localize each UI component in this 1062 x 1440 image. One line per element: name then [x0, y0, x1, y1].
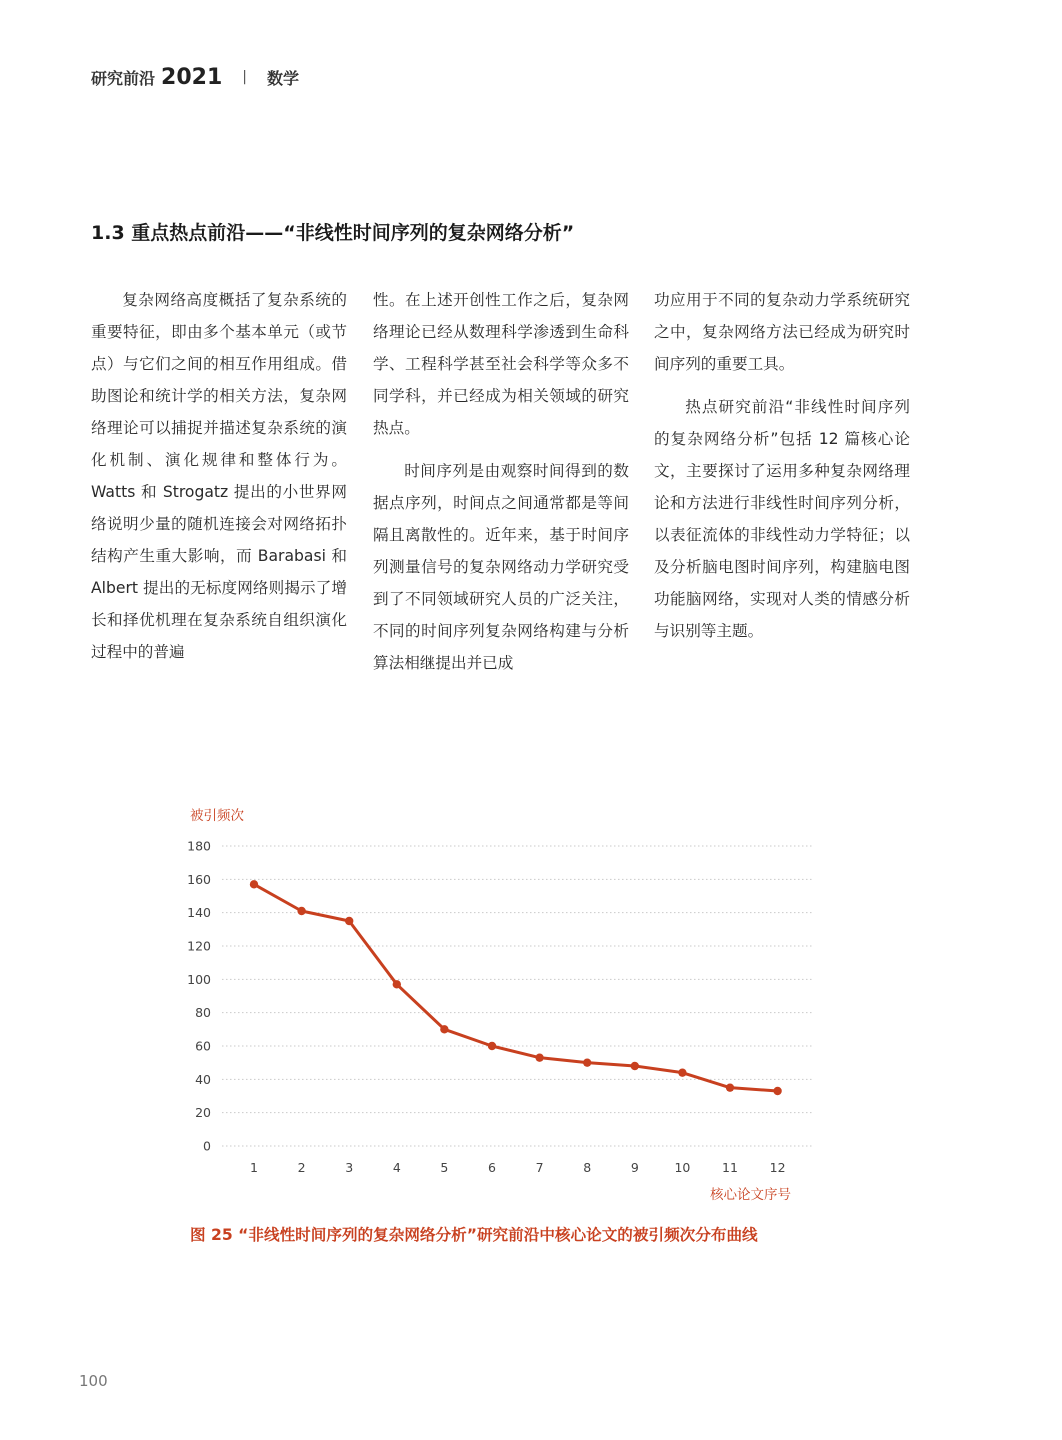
- data-point: [345, 917, 353, 925]
- x-tick-label: 6: [488, 1160, 496, 1175]
- section-title: 1.3 重点热点前沿——“非线性时间序列的复杂网络分析”: [91, 222, 575, 244]
- data-point: [773, 1087, 781, 1095]
- data-point: [297, 907, 305, 915]
- paragraph: 时间序列是由观察时间得到的数据点序列，时间点之间通常都是等间隔且离散性的。近年来，基于时间序列测量信号的复杂网络动力学研究受到了不同领域研究人员的广泛关注，不同的时间序列复杂网络构建与分析算法相继提出并已成: [373, 462, 629, 672]
- data-point: [488, 1042, 496, 1050]
- x-tick-label: 12: [769, 1160, 786, 1175]
- page-number: 100: [79, 1372, 108, 1390]
- text-column-3: [654, 284, 910, 647]
- data-point: [250, 880, 258, 888]
- x-tick-label: 2: [297, 1160, 306, 1175]
- y-tick-label: 20: [195, 1105, 211, 1121]
- line-chart: [0, 790, 1062, 1220]
- x-tick-label: 10: [674, 1160, 691, 1175]
- y-tick-label: 120: [187, 938, 211, 954]
- x-tick-label: 7: [535, 1160, 544, 1175]
- y-tick-label: 140: [187, 905, 211, 921]
- data-point: [726, 1083, 734, 1091]
- x-axis-label: 核心论文序号: [710, 1187, 791, 1203]
- citation-chart: [0, 790, 1062, 1220]
- y-tick-label: 100: [187, 971, 211, 987]
- y-tick-label: 40: [195, 1071, 211, 1087]
- x-tick-label: 4: [392, 1160, 401, 1175]
- y-tick-label: 80: [195, 1005, 211, 1021]
- data-point: [631, 1062, 639, 1070]
- header-subject: 数学: [266, 68, 299, 88]
- header-year: 2021: [161, 64, 223, 90]
- y-tick-label: 60: [195, 1038, 211, 1054]
- y-tick-label: 160: [187, 871, 211, 887]
- series-line: [254, 884, 778, 1091]
- x-tick-label: 3: [345, 1160, 354, 1175]
- x-tick-label: 11: [722, 1160, 738, 1175]
- figure-caption: 图 25 “非线性时间序列的复杂网络分析”研究前沿中核心论文的被引频次分布曲线: [190, 1226, 758, 1244]
- x-tick-label: 5: [440, 1160, 449, 1175]
- data-point: [440, 1025, 448, 1033]
- y-tick-label: 0: [203, 1138, 211, 1154]
- paragraph: 性。在上述开创性工作之后，复杂网络理论已经从数理科学渗透到生命科学、工程科学甚至社会科学等众多不同学科，并已经成为相关领域的研究热点。: [373, 291, 629, 437]
- header-separator: |: [242, 69, 247, 85]
- page-header: [91, 62, 299, 92]
- paragraph: 功应用于不同的复杂动力学系统研究之中，复杂网络方法已经成为研究时间序列的重要工具。: [654, 291, 910, 373]
- y-tick-label: 180: [187, 838, 211, 854]
- y-axis-label: 被引频次: [190, 808, 244, 824]
- data-point: [535, 1053, 543, 1061]
- text-column-1: [91, 284, 347, 668]
- data-point: [583, 1058, 591, 1066]
- header-brand: 研究前沿: [91, 68, 156, 88]
- data-point: [678, 1068, 686, 1076]
- text-column-2: [373, 284, 629, 679]
- paragraph: 热点研究前沿“非线性时间序列的复杂网络分析”包括 12 篇核心论文，主要探讨了运用多种复杂网络理论和方法进行非线性时间序列分析，以表征流体的非线性动力学特征；以及分析脑电图时间序列，构建脑电图功能脑网络，实现对人类的情感分析与识别等主题。: [654, 398, 910, 640]
- x-tick-label: 8: [583, 1160, 592, 1175]
- x-tick-label: 1: [250, 1160, 258, 1175]
- x-tick-label: 9: [630, 1160, 639, 1175]
- data-point: [393, 980, 401, 988]
- paragraph: 复杂网络高度概括了复杂系统的重要特征，即由多个基本单元（或节点）与它们之间的相互作用组成。借助图论和统计学的相关方法，复杂网络理论可以捕捉并描述复杂系统的演化机制、演化规律和整体行为。Watts 和 Strogatz 提出的小世界网络说明少量的随机连接会对网络拓扑结构产生重大影响，而 Barabasi 和 Albert 提出的无标度网络则揭示了增长和择优机理在复杂系统自组织演化过程中的普遍: [91, 291, 347, 661]
